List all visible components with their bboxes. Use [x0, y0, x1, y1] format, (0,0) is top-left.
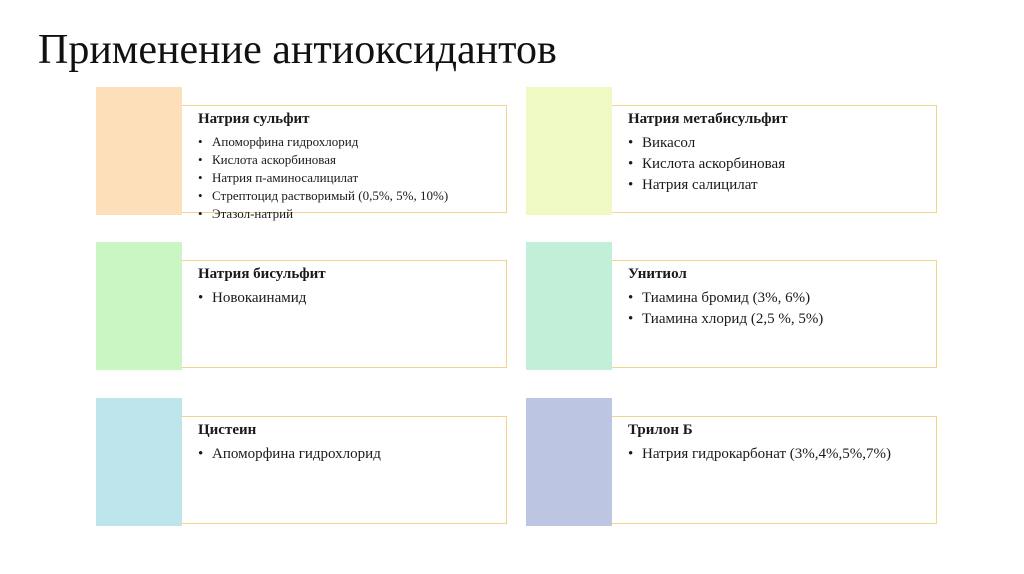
- card-content: [198, 111, 503, 223]
- color-swatch: [526, 398, 612, 526]
- item-list: [628, 133, 933, 196]
- list-item: • Натрия гидрокарбонат (3%,4%,5%,7%): [628, 444, 933, 465]
- color-swatch: [526, 87, 612, 215]
- page-title: Применение антиоксидантов: [38, 27, 557, 73]
- card-heading: Натрия бисульфит: [198, 266, 326, 282]
- card-content: [628, 111, 933, 196]
- item-list: [198, 288, 503, 309]
- list-item: • Стрептоцид растворимый (0,5%, 5%, 10%): [198, 187, 503, 205]
- list-item: • Апоморфина гидрохлорид: [198, 444, 503, 465]
- list-item: • Викасол: [628, 133, 933, 154]
- card-content: [628, 422, 933, 465]
- list-item: • Тиамина бромид (3%, 6%): [628, 288, 933, 309]
- card-content: [198, 266, 503, 309]
- card-heading: Натрия метабисульфит: [628, 111, 788, 127]
- card-heading: Унитиол: [628, 266, 687, 282]
- item-list: [198, 133, 503, 223]
- list-item: • Натрия п-аминосалицилат: [198, 169, 503, 187]
- list-item: • Тиамина хлорид (2,5 %, 5%): [628, 309, 933, 330]
- list-item: • Апоморфина гидрохлорид: [198, 133, 503, 151]
- item-list: [198, 444, 503, 465]
- color-swatch: [96, 242, 182, 370]
- color-swatch: [526, 242, 612, 370]
- list-item: • Кислота аскорбиновая: [628, 154, 933, 175]
- card-content: [628, 266, 933, 330]
- item-list: [628, 444, 933, 465]
- list-item: • Этазол-натрий: [198, 205, 503, 223]
- color-swatch: [96, 87, 182, 215]
- card-heading: Цистеин: [198, 422, 257, 438]
- card-heading: Трилон Б: [628, 422, 693, 438]
- list-item: • Кислота аскорбиновая: [198, 151, 503, 169]
- list-item: • Натрия салицилат: [628, 175, 933, 196]
- color-swatch: [96, 398, 182, 526]
- item-list: [628, 288, 933, 330]
- card-heading: Натрия сульфит: [198, 111, 310, 127]
- list-item: • Новокаинамид: [198, 288, 503, 309]
- card-content: [198, 422, 503, 465]
